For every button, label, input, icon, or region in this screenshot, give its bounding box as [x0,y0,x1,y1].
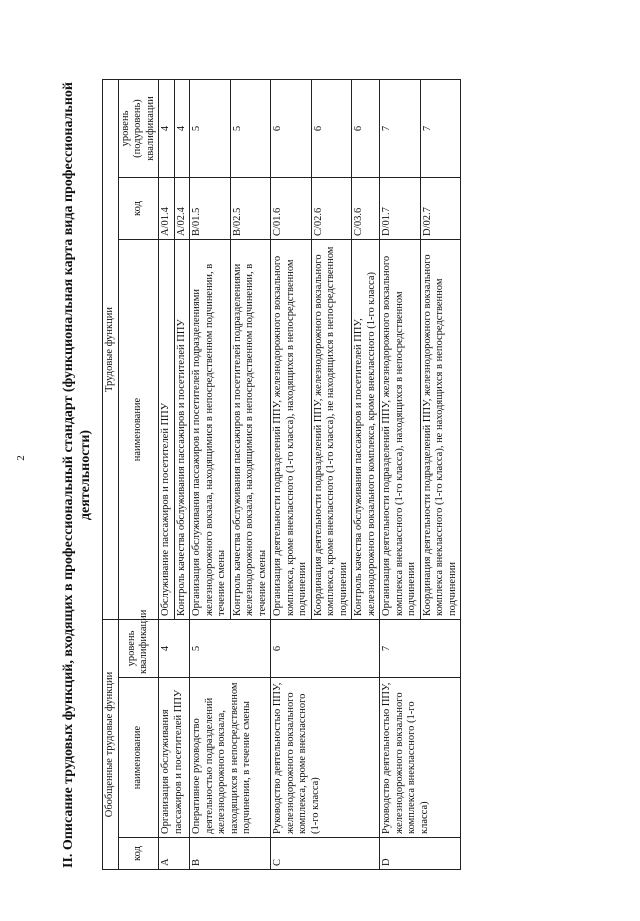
group-level-cell: 4 [159,620,190,678]
function-code-cell: A/01.4 [159,178,175,240]
group-level-header: уровень квалификации [118,620,159,678]
labor-functions-header: Трудовые функции [103,79,119,619]
function-code-cell: B/01.5 [190,178,231,240]
table-row [159,79,175,869]
function-level-cell: 4 [159,79,175,177]
group-level-cell: 7 [380,620,461,678]
function-name-header: наименование [118,240,159,620]
generalized-functions-header: Обобщенные трудовые функции [103,620,119,870]
section-title: II. Описание трудовых функций, входящих в профессиональный стандарт (функциональная карта вида профессиональной деятельности) [61,82,93,868]
table-row [271,79,312,869]
group-code-cell: А [159,838,190,870]
function-name-cell: Контроль качества обслуживания пассажиров и посетителей ППУ, железнодорожного вокзального комплекса, кроме внеклассного (1-го класса) [352,240,380,620]
function-name-cell: Контроль качества обслуживания пассажиров и посетителей подразделениями железнодорожного вокзала, находящимися в непосредственном подчинении, в течение смены [230,240,271,620]
function-level-header: уровень (подуровень) квалификации [118,79,159,177]
group-name-header: наименование [118,678,159,838]
rotated-page-content [60,80,620,870]
function-code-cell: B/02.5 [230,178,271,240]
table-body [159,79,461,869]
table-row [380,79,421,869]
function-name-cell: Координация деятельности подразделений ППУ, железнодорожного вокзального комплекса, кроме внеклассного (1-го класса), не находящихся в непосредственном подчинении [311,240,352,620]
group-name-cell: Организация обслуживания пассажиров и посетителей ППУ [159,678,190,838]
group-name-cell: Руководство деятельностью ППУ, железнодорожного вокзального комплекса, кроме внеклассного (1-го класса) [271,678,380,838]
function-code-cell: C/02.6 [311,178,352,240]
group-name-cell: Оперативное руководство деятельностью подразделений железнодорожного вокзала, находящихся в непосредственном подчинении, в течение смены [190,678,271,838]
function-code-cell: A/02.4 [174,178,190,240]
function-level-cell: 7 [380,79,421,177]
function-code-cell: D/02.7 [420,178,461,240]
group-code-cell: В [190,838,271,870]
function-code-cell: C/01.6 [271,178,312,240]
group-code-cell: D [380,838,461,870]
group-code-header: код [118,838,159,870]
function-name-cell: Обслуживание пассажиров и посетителей ППУ [159,240,175,620]
group-level-cell: 6 [271,620,380,678]
group-code-cell: С [271,838,380,870]
table-row [190,79,231,869]
function-level-cell: 7 [420,79,461,177]
page-number: 2 [14,455,27,461]
function-name-cell: Организация обслуживания пассажиров и посетителей подразделениями железнодорожного вокзала, находящимися в непосредственном подчинении, в течение смены [190,240,231,620]
function-level-cell: 5 [230,79,271,177]
function-level-cell: 6 [311,79,352,177]
function-code-cell: C/03.6 [352,178,380,240]
group-level-cell: 5 [190,620,271,678]
function-level-cell: 5 [190,79,231,177]
function-level-cell: 6 [271,79,312,177]
function-code-header: код [118,178,159,240]
function-level-cell: 4 [174,79,190,177]
function-code-cell: D/01.7 [380,178,421,240]
function-name-cell: Координация деятельности подразделений ППУ, железнодорожного вокзального комплекса внеклассного (1-го класса), не находящихся в непосредственном подчинении [420,240,461,620]
function-name-cell: Организация деятельности подразделений ППУ, железнодорожного вокзального комплекса внеклассного (1-го класса), находящихся в непосредственном подчинении [380,240,421,620]
function-level-cell: 6 [352,79,380,177]
group-name-cell: Руководство деятельностью ППУ, железнодорожного вокзального комплекса внеклассного (1-го класса) [380,678,461,838]
function-name-cell: Организация деятельности подразделений ППУ, железнодорожного вокзального комплекса, кроме внеклассного (1-го класса), находящихся в непосредственном подчинении [271,240,312,620]
functional-map-table [102,79,461,870]
function-name-cell: Контроль качества обслуживания пассажиров и посетителей ППУ [174,240,190,620]
